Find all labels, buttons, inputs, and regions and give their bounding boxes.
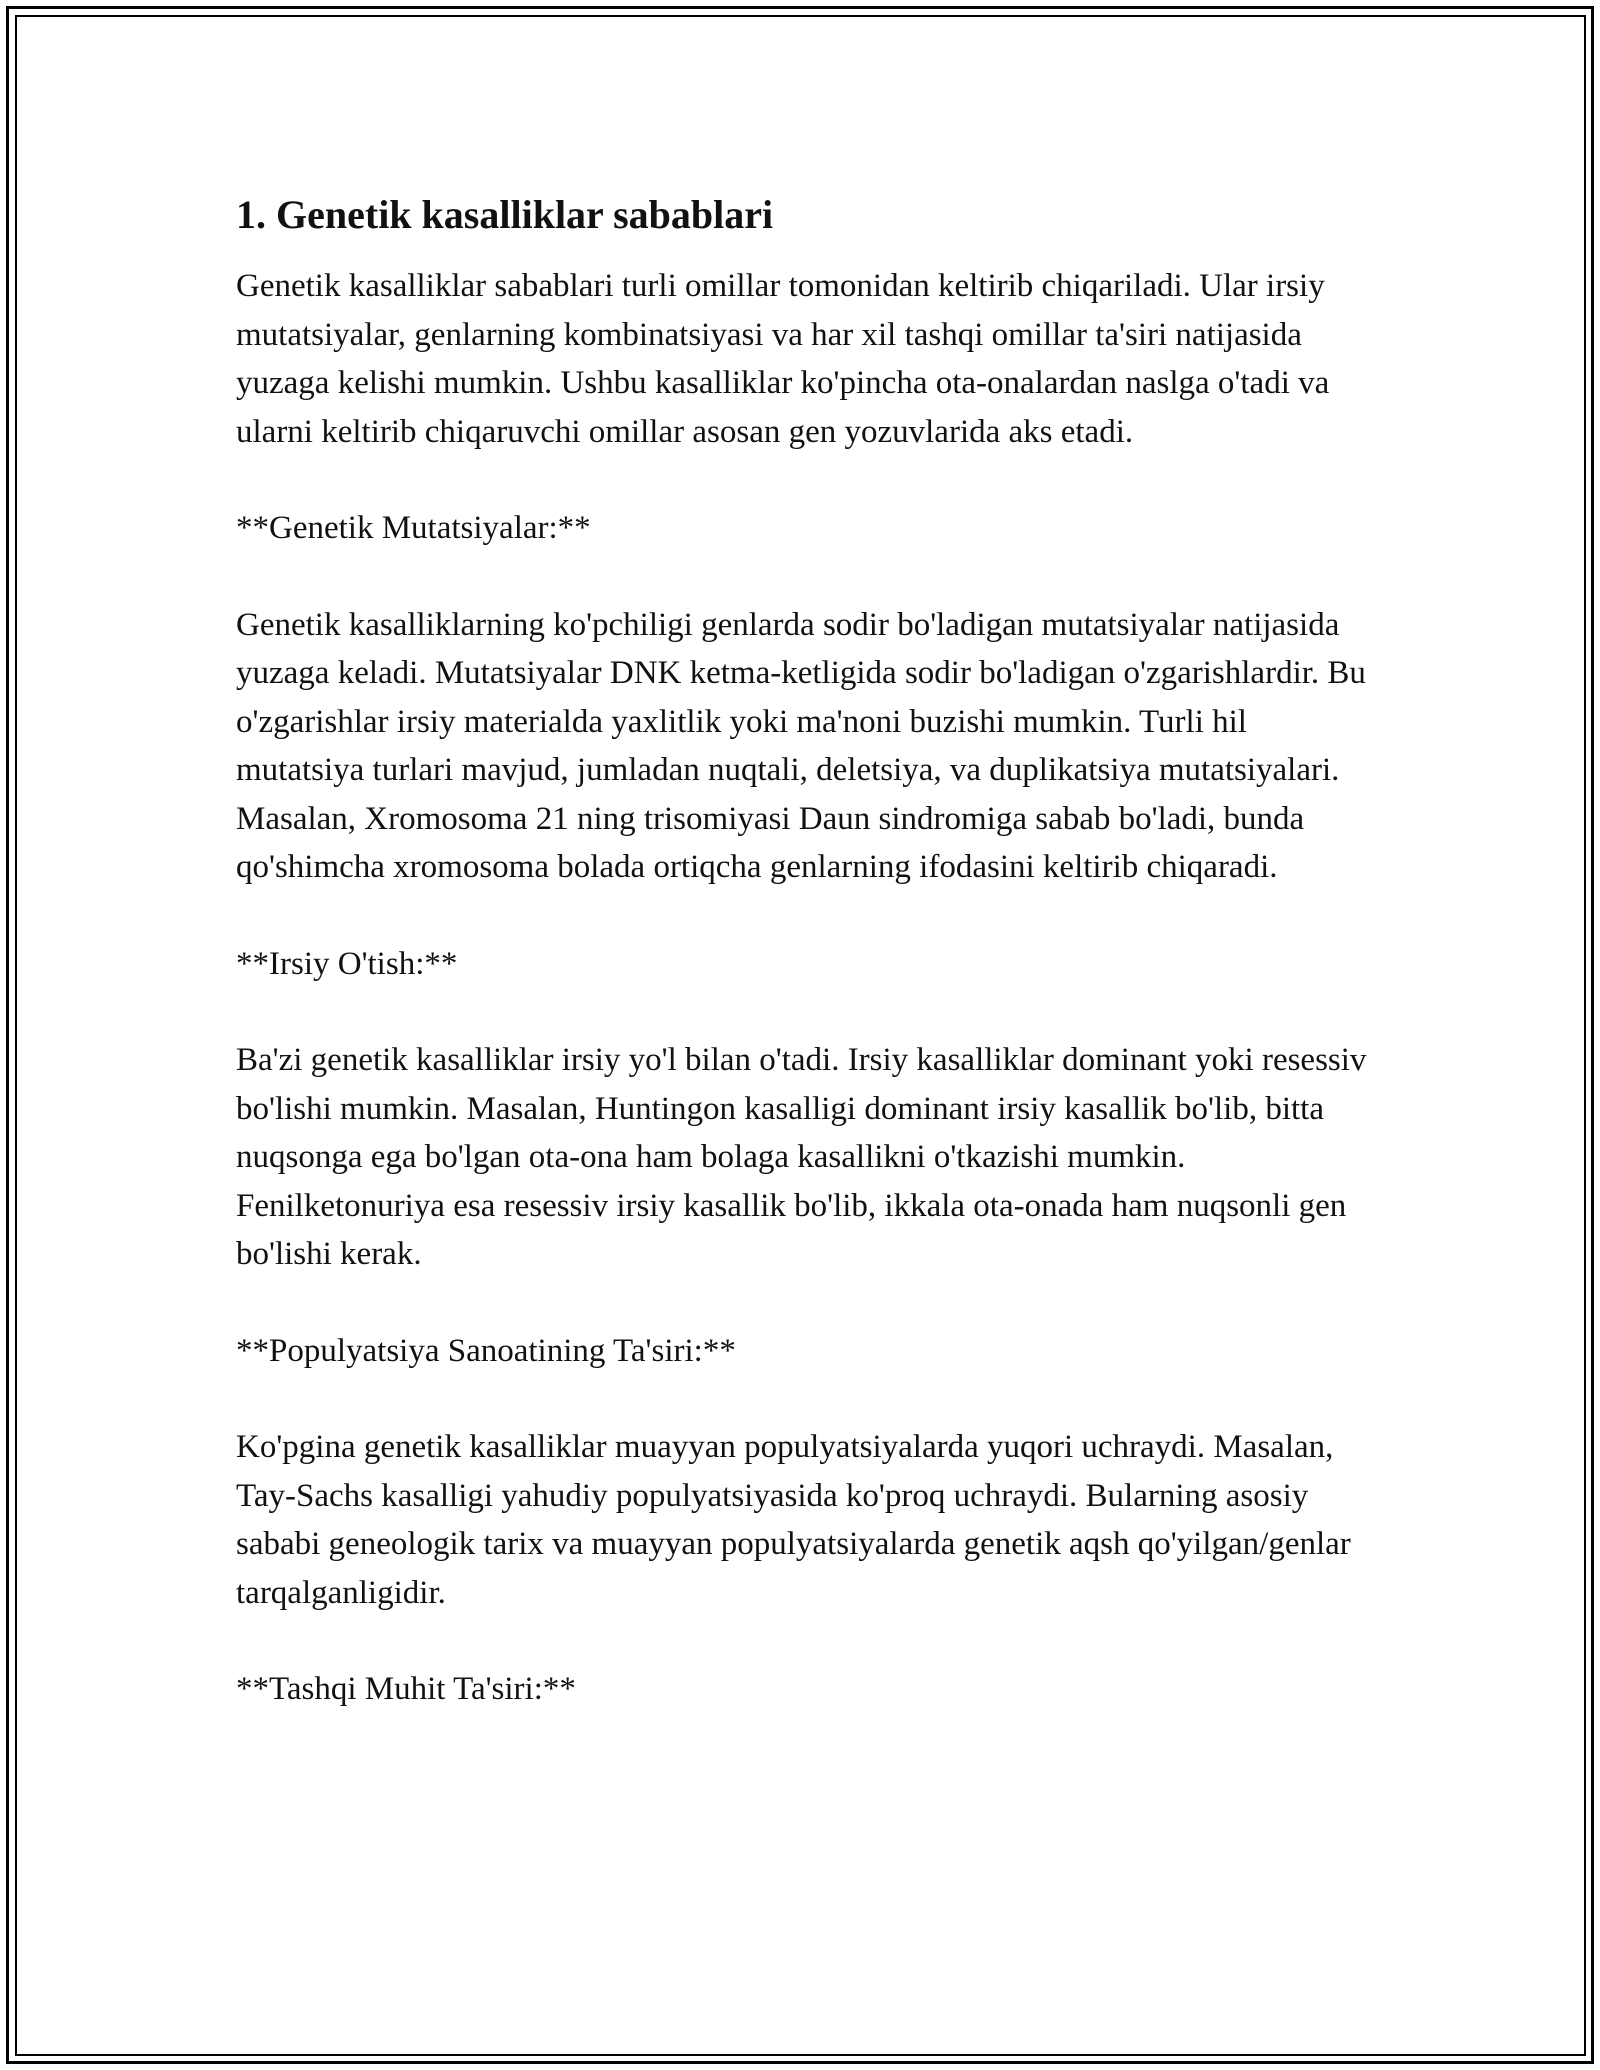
hereditary-paragraph: Ba'zi genetik kasalliklar irsiy yo'l bilan o'tadi. Irsiy kasalliklar dominant yoki resessiv bo'lishi mumkin. Masalan, Huntingon kasalligi dominant irsiy kasallik bo'lib, bitta nuqsonga ega bo'lgan ota-ona ham bolaga kasallikni o'tkazishi mumkin. Fenilketonuriya esa resessiv irsiy kasallik bo'lib, ikkala ota-onada ham nuqsonli gen bo'lishi kerak. <box>236 1042 1367 1272</box>
document-body <box>236 190 1376 1714</box>
population-paragraph: Ko'pgina genetik kasalliklar muayyan populyatsiyalarda yuqori uchraydi. Masalan, Tay-Sachs kasalligi yahudiy populyatsiyasida ko'proq uchraydi. Bularning asosiy sababi geneologik tarix va muayyan populyatsiyalarda genetik aqsh qo'yilgan/genlar tarqalganligidir. <box>236 1429 1351 1611</box>
subheading-hereditary-transmission: **Irsiy O'tish:** <box>236 945 458 982</box>
intro-paragraph: Genetik kasalliklar sabablari turli omillar tomonidan keltirib chiqariladi. Ular irsiy mutatsiyalar, genlarning kombinatsiyasi va har xil tashqi omillar ta'siri natijasida yuzaga kelishi mumkin. Ushbu kasalliklar ko'pincha ota-onalardan naslga o'tadi va ularni keltirib chiqaruvchi omillar asosan gen yozuvlarida aks etadi. <box>236 268 1330 450</box>
subheading-population-impact: **Populyatsiya Sanoatining Ta'siri:** <box>236 1332 736 1369</box>
subheading-environment-impact: **Tashqi Muhit Ta'siri:** <box>236 1671 576 1707</box>
subheading-genetic-mutations: **Genetik Mutatsiyalar:** <box>236 510 591 546</box>
section-heading: 1. Genetik kasalliklar sabablari <box>236 192 774 237</box>
mutations-paragraph: Genetik kasalliklarning ko'pchiligi genlarda sodir bo'ladigan mutatsiyalar natijasida yuzaga keladi. Mutatsiyalar DNK ketma-ketligida sodir bo'ladigan o'zgarishlardir. Bu o'zgarishlar irsiy materialda yaxlitlik yoki ma'noni buzishi mumkin. Turli hil mutatsiya turlari mavjud, jumladan nuqtali, deletsiya, va duplikatsiya mutatsiyalari. Masalan, Xromosoma 21 ning trisomiyasi Daun sindromiga sabab bo'ladi, bunda qo'shimcha xromosoma bolada ortiqcha genlarning ifodasini keltirib chiqaradi. <box>236 606 1366 885</box>
